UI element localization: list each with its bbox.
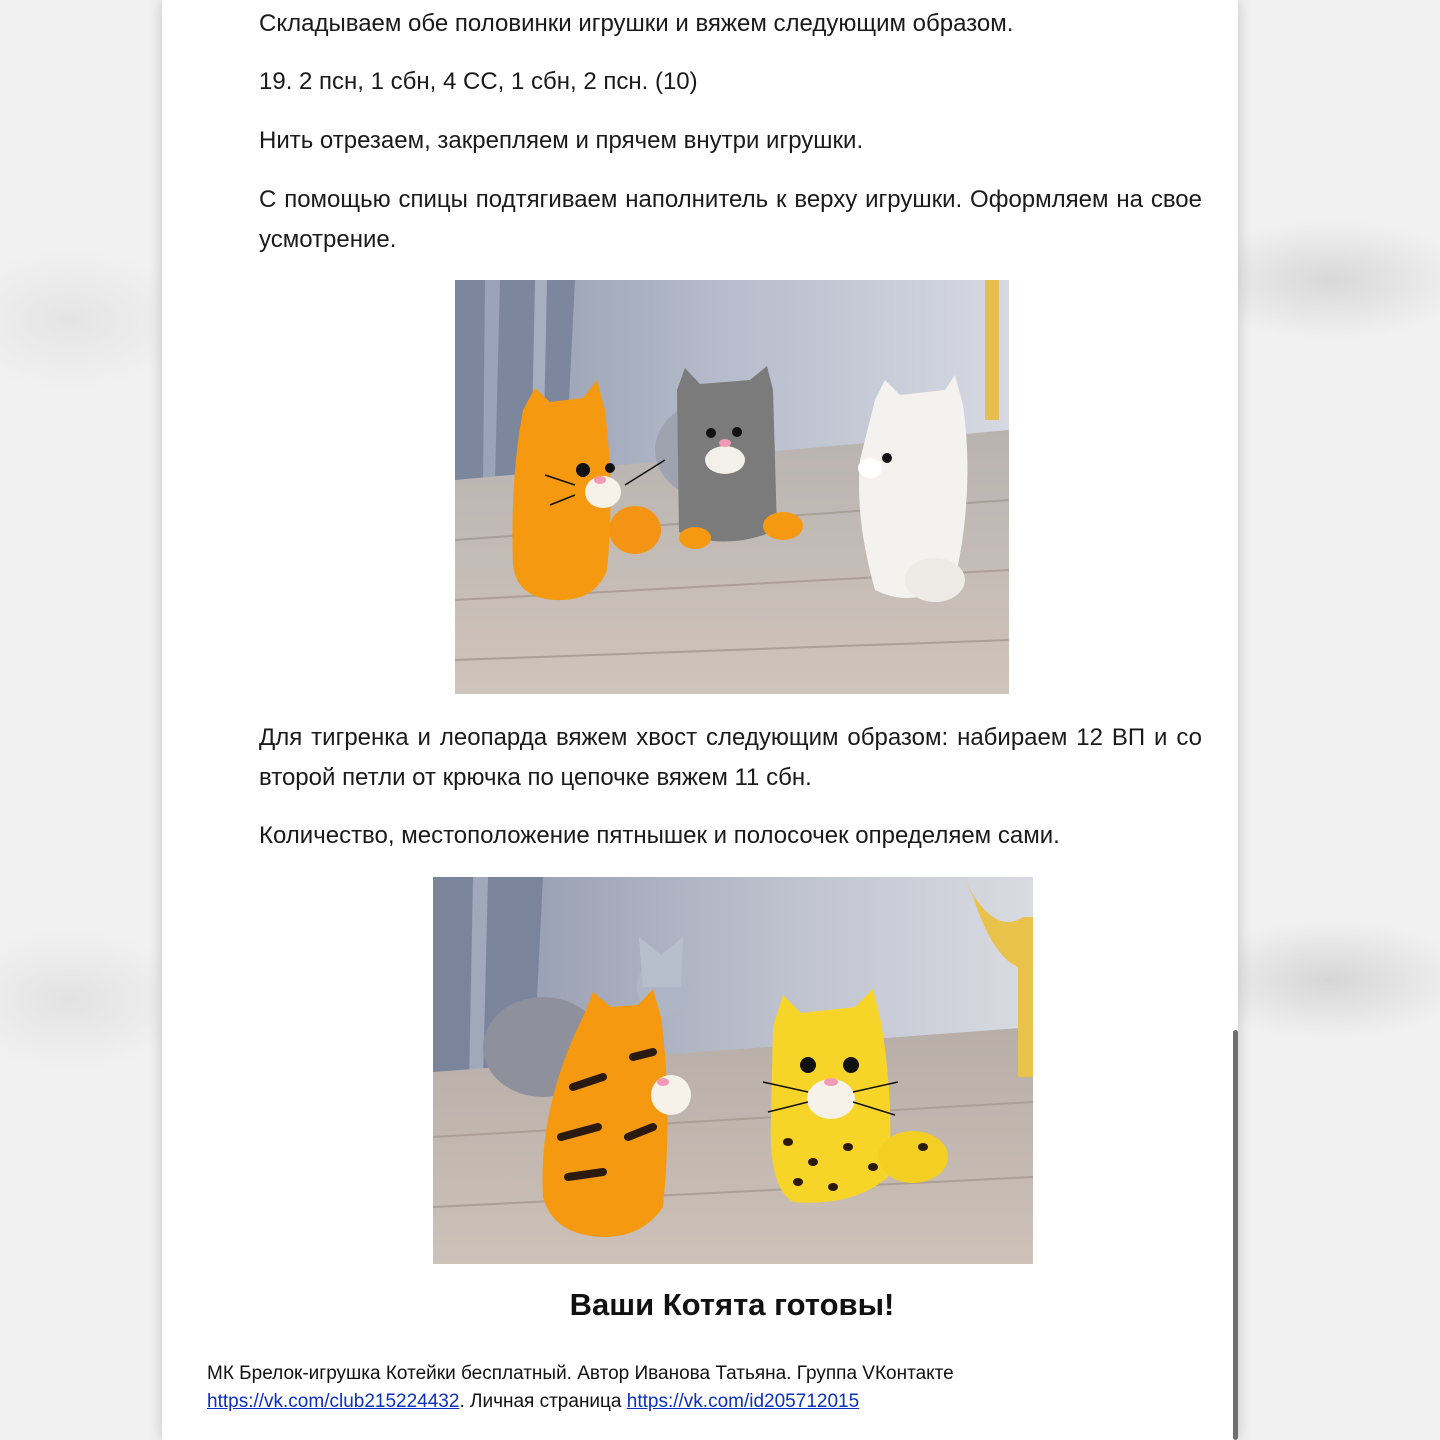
final-heading: Ваши Котята готовы! <box>569 1287 895 1322</box>
paragraph-fold-halves: Складываем обе половинки игрушки и вяжем следующим образом. <box>259 10 1014 37</box>
footer-personal-page-text: . Личная страница <box>459 1391 627 1412</box>
paragraph-filler: С помощью спицы подтягиваем наполнитель к верху игрушки. Оформляем на свое усмотрение. <box>259 186 1202 253</box>
paragraph-spots-stripes: Количество, местоположение пятнышек и полосочек определяем сами. <box>259 822 1060 849</box>
paragraph-row-19: 19. 2 псн, 1 сбн, 4 СС, 1 сбн, 2 псн. (10) <box>259 68 698 95</box>
photo-tiger-leopard-kittens <box>433 877 1033 1264</box>
footer-credits <box>207 1360 1107 1416</box>
photo-three-kittens <box>455 280 1009 694</box>
vk-group-link[interactable]: https://vk.com/club215224432 <box>207 1391 460 1412</box>
paragraph-cut-thread: Нить отрезаем, закрепляем и прячем внутри игрушки. <box>259 127 864 154</box>
vk-personal-link[interactable]: https://vk.com/id205712015 <box>626 1391 860 1412</box>
footer-credit-text: МК Брелок-игрушка Котейки бесплатный. Автор Иванова Татьяна. Группа VКонтакте <box>207 1363 954 1384</box>
paragraph-tail-instructions: Для тигренка и леопарда вяжем хвост следующим образом: набираем 12 ВП и со второй петли от крючка по цепочке вяжем 11 сбн. <box>259 724 1202 791</box>
scrollbar-thumb[interactable] <box>1233 1030 1238 1440</box>
